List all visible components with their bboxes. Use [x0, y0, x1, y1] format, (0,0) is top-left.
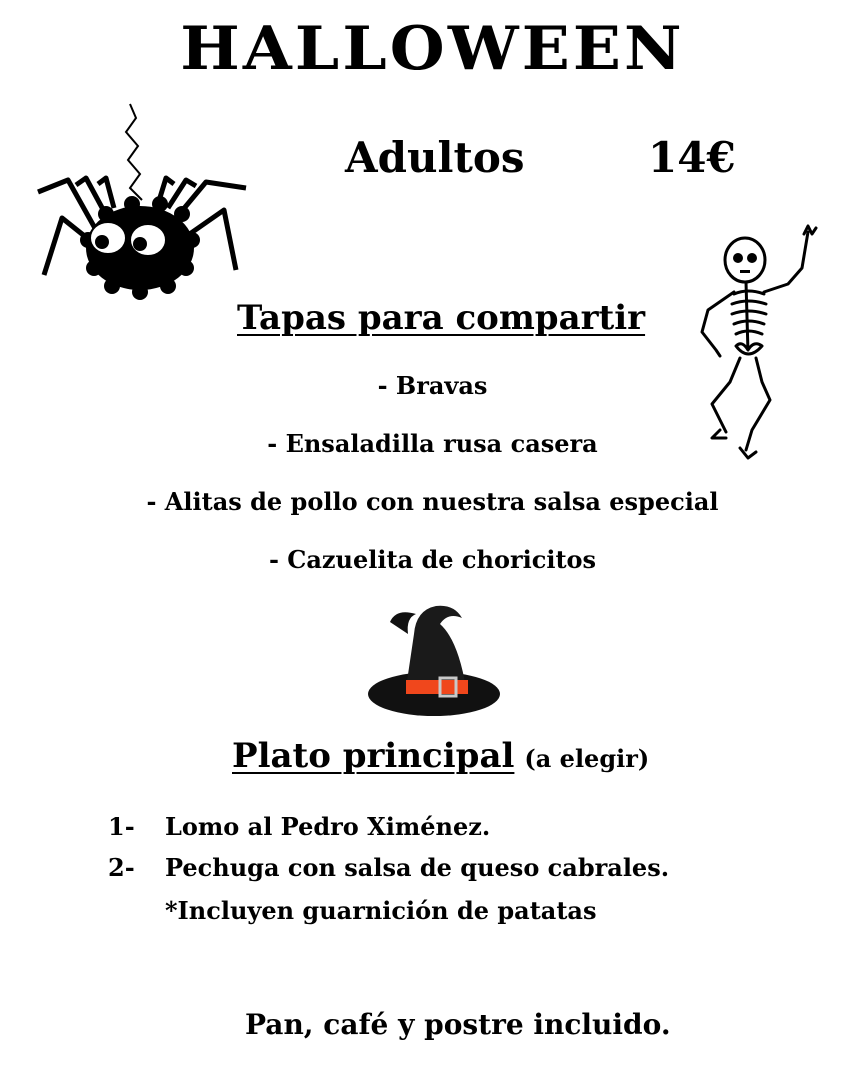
- option-dish: Lomo al Pedro Ximénez.: [165, 812, 491, 841]
- menu-label: Adultos: [345, 133, 525, 182]
- page-title: HALLOWEEN: [180, 14, 685, 84]
- tapas-item: - Bravas: [377, 371, 488, 400]
- main-note: (a elegir): [524, 744, 650, 773]
- menu-price: 14€: [648, 133, 736, 182]
- main-heading: Plato principal: [232, 736, 515, 776]
- witch-hat-icon: [366, 604, 502, 718]
- tapas-item: - Ensaladilla rusa casera: [267, 429, 598, 458]
- main-heading-row: [232, 736, 649, 776]
- tapas-heading: Tapas para compartir: [237, 298, 646, 338]
- option-footnote: *Incluyen guarnición de patatas: [165, 896, 597, 925]
- tapas-item: - Alitas de pollo con nuestra salsa especial: [146, 487, 719, 516]
- footer-note: Pan, café y postre incluido.: [245, 1008, 671, 1041]
- option-dish: Pechuga con salsa de queso cabrales.: [165, 853, 670, 882]
- option-number: 2-: [108, 853, 135, 882]
- tapas-item: - Cazuelita de choricitos: [268, 545, 597, 574]
- option-number: 1-: [108, 812, 135, 841]
- spider-icon: [36, 100, 251, 295]
